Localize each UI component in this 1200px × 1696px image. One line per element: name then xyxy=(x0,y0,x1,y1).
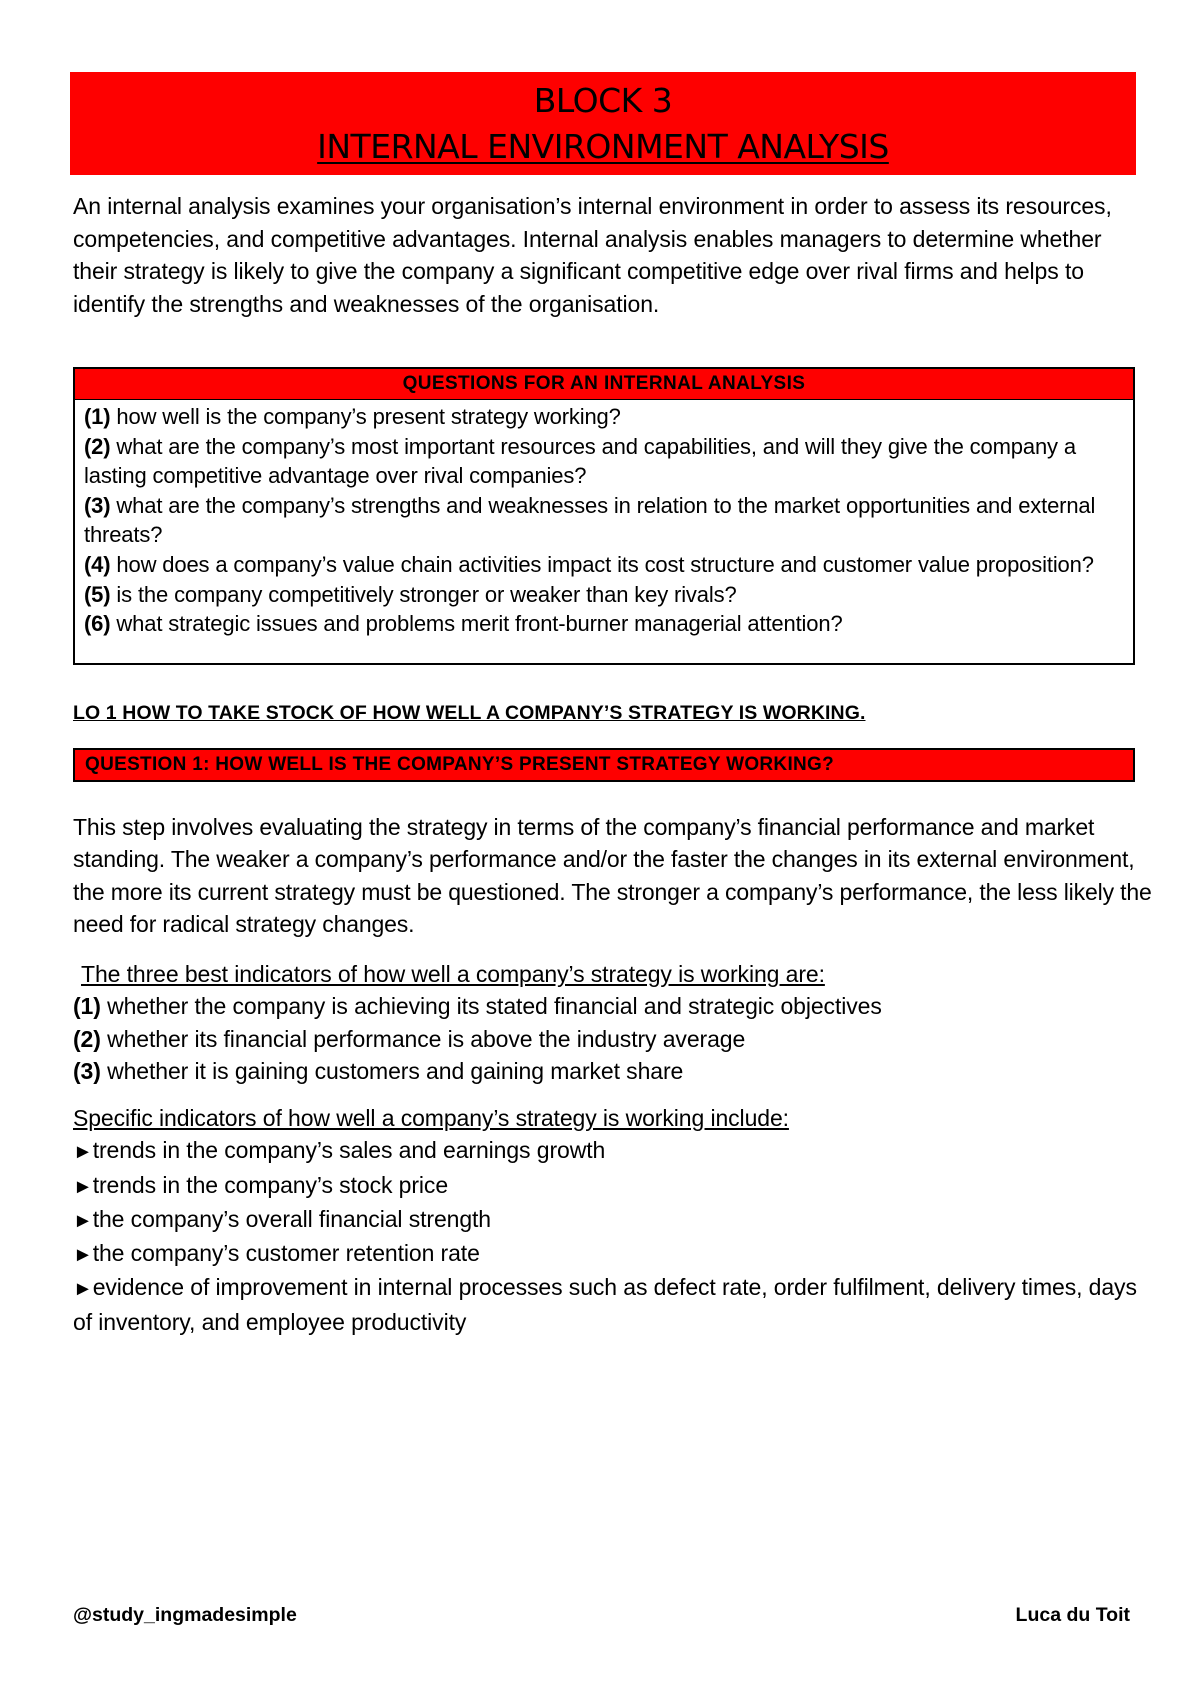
indicator-text: whether it is gaining customers and gaining market share xyxy=(107,1057,684,1084)
bullet-text: the company’s overall financial strength xyxy=(92,1205,492,1232)
question1-bar: QUESTION 1: HOW WELL IS THE COMPANY’S PRESENT STRATEGY WORKING? xyxy=(73,748,1135,782)
question-text: what strategic issues and problems merit front-burner managerial attention? xyxy=(116,611,843,637)
evaluation-paragraph: This step involves evaluating the strategy in terms of the company’s financial performance and market standing. The weaker a company’s performance and/or the faster the changes in its external environment, the more its current strategy must be questioned. The stronger a company’s performance, the less likely the need for radical strategy changes. xyxy=(73,814,1152,937)
question-number: (1) xyxy=(84,404,111,429)
best-indicators xyxy=(73,958,1143,1087)
lo1-heading: LO 1 HOW TO TAKE STOCK OF HOW WELL A COMPANY’S STRATEGY IS WORKING. xyxy=(73,702,866,724)
question-item xyxy=(84,491,1125,550)
question-item xyxy=(84,609,1125,639)
bullet-item xyxy=(73,1237,1143,1271)
section-title: INTERNAL ENVIRONMENT ANALYSIS xyxy=(317,126,889,166)
question-text: how does a company’s value chain activities impact its cost structure and customer value proposition? xyxy=(116,551,1094,577)
question-item xyxy=(84,432,1125,491)
questions-box-header: QUESTIONS FOR AN INTERNAL ANALYSIS xyxy=(75,369,1133,400)
indicator-item xyxy=(73,1023,1143,1055)
bullet-text: evidence of improvement in internal processes such as defect rate, order fulfilment, delivery times, days of inventory, and employee productivity xyxy=(73,1274,1137,1335)
indicator-item xyxy=(73,1055,1143,1087)
bullet-item xyxy=(73,1271,1143,1338)
question-item xyxy=(84,550,1125,580)
title-banner xyxy=(70,72,1136,175)
triangle-bullet-icon: ► xyxy=(73,1175,93,1198)
questions-list xyxy=(75,400,1133,639)
triangle-bullet-icon: ► xyxy=(73,1141,93,1164)
bullet-item xyxy=(73,1134,1143,1168)
triangle-bullet-icon: ► xyxy=(73,1209,93,1232)
indicator-number: (1) xyxy=(73,993,101,1020)
block-title: BLOCK 3 xyxy=(533,80,673,120)
bullet-text: the company’s customer retention rate xyxy=(92,1240,480,1267)
question-text: how well is the company’s present strategy working? xyxy=(116,404,621,429)
question-item xyxy=(84,402,1125,432)
questions-box xyxy=(73,367,1135,665)
bullet-item xyxy=(73,1203,1143,1237)
triangle-bullet-icon: ► xyxy=(73,1278,93,1301)
indicator-number: (3) xyxy=(73,1057,101,1084)
specific-indicators-lead: Specific indicators of how well a company’s strategy is working include: xyxy=(73,1105,789,1131)
indicator-text: whether the company is achieving its stated financial and strategic objectives xyxy=(107,993,882,1020)
question-text: what are the company’s strengths and weaknesses in relation to the market opportunities and external threats? xyxy=(84,492,1096,548)
indicator-text: whether its financial performance is above the industry average xyxy=(107,1025,746,1052)
specific-indicators xyxy=(73,1102,1143,1338)
footer-author: Luca du Toit xyxy=(1015,1604,1130,1626)
best-indicators-lead: The three best indicators of how well a company’s strategy is working are: xyxy=(81,961,825,987)
question-number: (3) xyxy=(84,492,111,518)
indicator-number: (2) xyxy=(73,1025,101,1052)
question-number: (2) xyxy=(84,433,111,459)
intro-paragraph: An internal analysis examines your organisation’s internal environment in order to assess its resources, competencies, and competitive advantages. Internal analysis enables managers to determine whether their strategy is likely to give the company a significant competitive edge over rival firms and helps to identify the strengths and weaknesses of the organisation. xyxy=(73,193,1112,317)
question-text: what are the company’s most important resources and capabilities, and will they give the company a lasting competitive advantage over rival companies? xyxy=(84,433,1076,489)
question-item xyxy=(84,580,1125,610)
indicator-item xyxy=(73,990,1143,1022)
footer-handle: @study_ingmadesimple xyxy=(73,1604,297,1626)
question-text: is the company competitively stronger or weaker than key rivals? xyxy=(116,581,737,607)
bullet-text: trends in the company’s sales and earnings growth xyxy=(92,1137,606,1164)
question-number: (6) xyxy=(84,611,111,637)
bullet-text: trends in the company’s stock price xyxy=(92,1171,449,1198)
bullet-item xyxy=(73,1169,1143,1203)
question-number: (5) xyxy=(84,581,111,607)
triangle-bullet-icon: ► xyxy=(73,1244,93,1267)
question-number: (4) xyxy=(84,551,111,577)
